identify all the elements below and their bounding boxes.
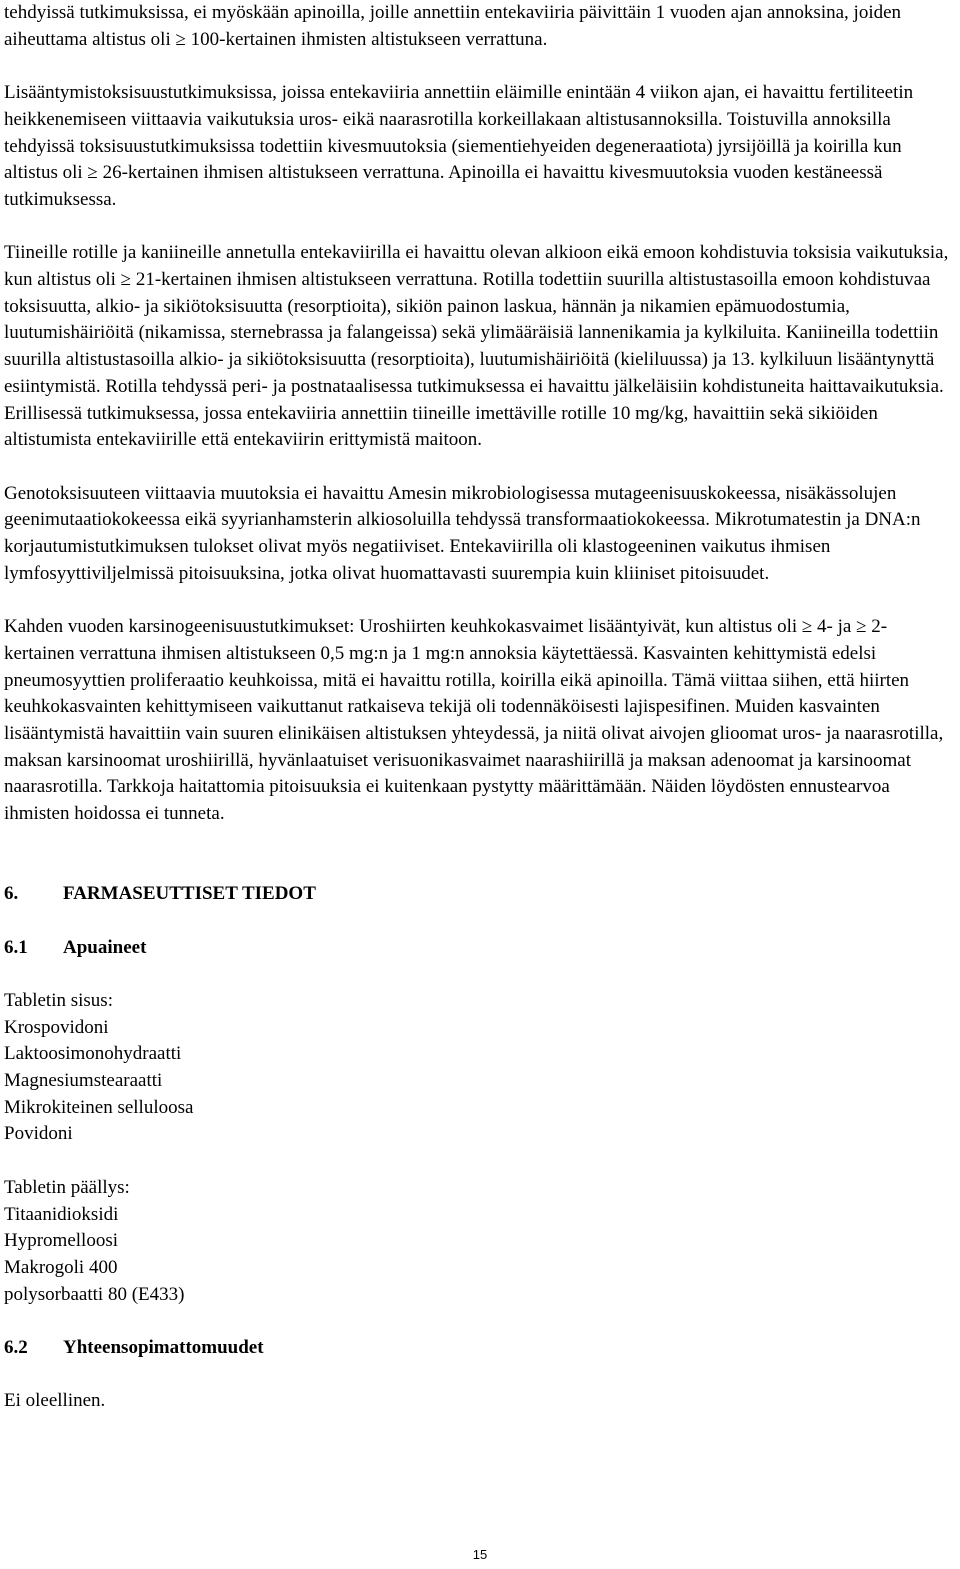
- section-6-2-title: Yhteensopimattomuudet: [63, 1337, 264, 1358]
- paragraph-genotoxicity: Genotoksisuuteen viittaavia muutoksia ei havaittu Amesin mikrobiologisessa mutageenisuuskokeessa, nisäkässolujen geenimutaatiokokeessa eikä syyrianhamsterin alkiosoluilla tehdyssä transformaatiokokeessa. Mikrotumatestin ja DNA:n korjautumistutkimuksen tulokset olivat myös negatiiviset. Entekaviirilla oli klastogeeninen vaikutus ihmisen lymfosyyttiviljelmissä pitoisuuksina, jotka olivat huomattavasti suurempia kuin kliiniset pitoisuudet.: [4, 482, 921, 584]
- core-item: Laktoosimonohydraatti: [4, 1043, 182, 1065]
- core-heading: Tabletin sisus:: [4, 989, 113, 1011]
- core-item: Mikrokiteinen selluloosa: [4, 1096, 194, 1118]
- section-6-2-number: 6.2: [4, 1337, 28, 1358]
- coating-item: Titaanidioksidi: [4, 1203, 119, 1225]
- core-item: Krospovidoni: [4, 1016, 109, 1038]
- paragraph-fertility: Lisääntymistoksisuustutkimuksissa, joissa entekaviiria annettiin eläimille enintään 4 viikon ajan, ei havaittu fertiliteetin heikkenemiseen viittaavia vaikutuksia uros- eikä naarasrotilla korkeillakaan altistusannoksilla. Toistuvilla annoksilla tehdyissä toksisuustutkimuksissa todettiin kivesmuutoksia (siementiehyeiden degeneraatiota) jyrsijöillä ja koirilla kun altistus oli ≥ 26-kertainen ihmisen altistukseen verrattuna. Apinoilla ei havaittu kivesmuutoksia vuoden kestäneessä tutkimuksessa.: [4, 82, 914, 210]
- core-item: Magnesiumstearaatti: [4, 1070, 163, 1091]
- section-6-title: FARMASEUTTISET TIEDOT: [63, 883, 316, 905]
- paragraph-carcinogenicity: Kahden vuoden karsinogeenisuustutkimukset: Uroshiirten keuhkokasvaimet lisääntyivät, kun altistus oli ≥ 4- ja ≥ 2-kertainen verrattuna ihmisen altistukseen 0,5 mg:n ja 1 mg:n annoksia käytettäessä. Kasvainten kehittymistä edelsi pneumosyyttien proliferaatio keuhkoissa, mitä ei havaittu rotilla, koirilla eikä apinoilla. Tämä viittaa siihen, että hiirten keuhkokasvainten kehittymiseen vaikuttanut ratkaiseva tekijä oli todennäköisesti lajispesifinen. Muiden kasvainten lisääntymistä havaittiin vain suuren elinikäisen altistuksen yhteydessä, ja niitä olivat aivojen glioomat uros- ja naarasrotilla, maksan karsinoomat uroshiirillä, hyvänlaatuiset verisuonikasvaimet naarashiirillä ja maksan adenoomat ja karsinoomat naarasrotilla. Tarkkoja haitattomia pitoisuuksia ei kuitenkaan pystytty määrittämään. Näiden löydösten ennustearvoa ihmisten hoidossa ei tunneta.: [4, 616, 944, 825]
- document-page: [4, 0, 956, 1415]
- section-6-1-heading: [4, 935, 956, 962]
- coating-item: polysorbaatti 80 (E433): [4, 1283, 185, 1305]
- coating-item: Makrogoli 400: [4, 1256, 118, 1278]
- page-number: 15: [472, 1547, 488, 1562]
- section-6-heading: [4, 881, 956, 908]
- coating-item: Hypromelloosi: [4, 1230, 118, 1252]
- section-6-1-title: Apuaineet: [63, 936, 147, 958]
- section-6-1-number: 6.1: [4, 936, 28, 958]
- coating-heading: Tabletin päällys:: [4, 1176, 130, 1198]
- core-item: Povidoni: [4, 1123, 73, 1145]
- section-6-2-heading: [4, 1335, 956, 1362]
- paragraph-embryotoxicity: Tiineille rotille ja kaniineille annetulla entekaviirilla ei havaittu olevan alkioon eikä emoon kohdistuvia toksisia vaikutuksia, kun altistus oli ≥ 21-kertainen ihmisen altistukseen verrattuna. Rotilla todettiin suurilla altistustasoilla emoon kohdistuvaa toksisuutta, alkio- ja sikiötoksisuutta (resorptioita), sikiön painon laskua, hännän ja nikamien epämuodostumia, luutumishäiriöitä (nikamissa, sternebrassa ja falangeissa) sekä ylimääräisiä lannenikamia ja kylkiluita. Kaniineilla todettiin suurilla altistustasoilla alkio- ja sikiötoksisuutta (resorptioita), luutumishäiriöitä (kieliluussa) ja 13. kylkiluun lisääntynyttä esiintymistä. Rotilla tehdyssä peri- ja postnataalisessa tutkimuksessa ei havaittu jälkeläisiin kohdistuneita haittavaikutuksia. Erillisessä tutkimuksessa, jossa entekaviiria annettiin tiineille imettäville rotille 10 mg/kg, havaittiin sekä sikiöiden altistumista entekaviirille että entekaviirin erittymistä maitoon.: [4, 242, 949, 451]
- paragraph-tail: tehdyissä tutkimuksissa, ei myöskään apinoilla, joille annettiin entekaviiria päivittäin 1 vuoden ajan annoksina, joiden aiheuttama altistus oli ≥ 100-kertainen ihmisten altistukseen verrattuna.: [4, 2, 902, 50]
- section-6-number: 6.: [4, 883, 19, 905]
- section-6-2-text: Ei oleellinen.: [4, 1390, 106, 1412]
